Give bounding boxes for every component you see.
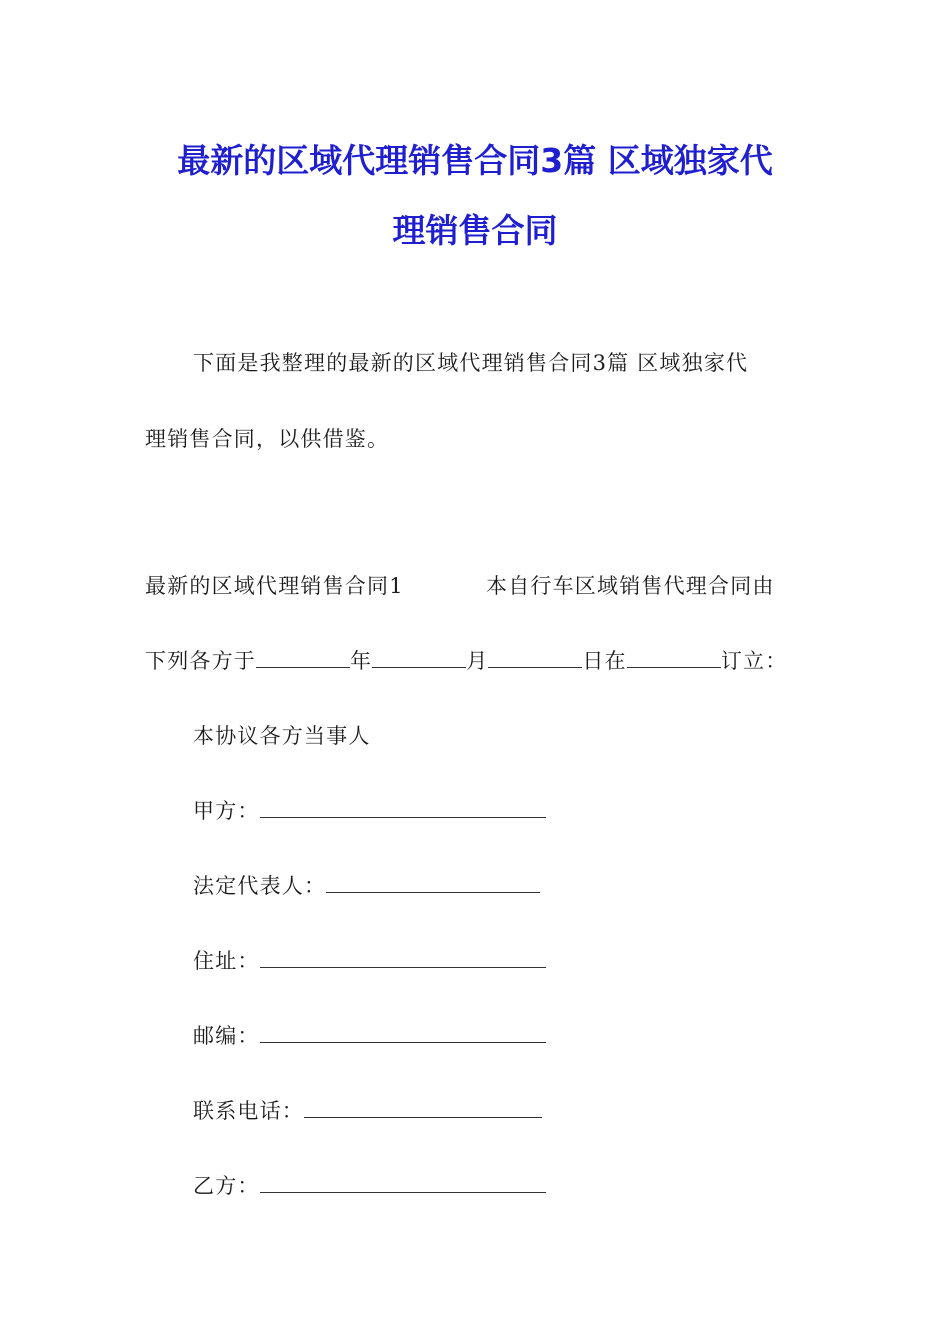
field-label: 甲方：	[193, 799, 260, 823]
day-blank	[488, 649, 582, 668]
field-label: 法定代表人：	[193, 874, 327, 898]
field-label: 住址：	[193, 949, 260, 973]
field-blank	[260, 1174, 546, 1193]
section-text: 本自行车区域销售代理合同由	[486, 574, 775, 598]
parties-heading: 本协议各方当事人	[193, 724, 371, 748]
section-heading: 最新的区域代理销售合同1	[145, 574, 404, 598]
intro-paragraph-line-1: 下面是我整理的最新的区域代理销售合同3篇 区域独家代	[193, 351, 749, 375]
field-label: 联系电话：	[193, 1099, 304, 1123]
day-at-label: 日在	[582, 649, 627, 673]
phone-field	[193, 1095, 542, 1125]
field-blank	[260, 799, 546, 818]
field-blank	[304, 1099, 542, 1118]
month-blank	[372, 649, 466, 668]
legal-representative-field	[193, 870, 540, 900]
field-blank	[260, 949, 546, 968]
field-blank	[260, 1024, 546, 1043]
field-blank	[326, 874, 540, 893]
date-line-prefix: 下列各方于	[145, 649, 256, 673]
month-label: 月	[466, 649, 489, 673]
place-blank	[627, 649, 721, 668]
field-label: 邮编：	[193, 1024, 260, 1048]
postal-code-field	[193, 1020, 546, 1050]
document-title-line-2: 理销售合同	[392, 211, 558, 250]
year-blank	[256, 649, 350, 668]
party-a-field	[193, 795, 546, 825]
field-label: 乙方：	[193, 1174, 260, 1198]
party-b-field	[193, 1170, 546, 1200]
document-title-line-1: 最新的区域代理销售合同3篇 区域独家代	[177, 141, 773, 180]
date-line	[145, 645, 787, 675]
date-line-suffix: 订立：	[720, 649, 788, 673]
year-label: 年	[350, 649, 373, 673]
intro-paragraph-line-2: 理销售合同，以供借鉴。	[145, 427, 390, 451]
address-field	[193, 945, 546, 975]
